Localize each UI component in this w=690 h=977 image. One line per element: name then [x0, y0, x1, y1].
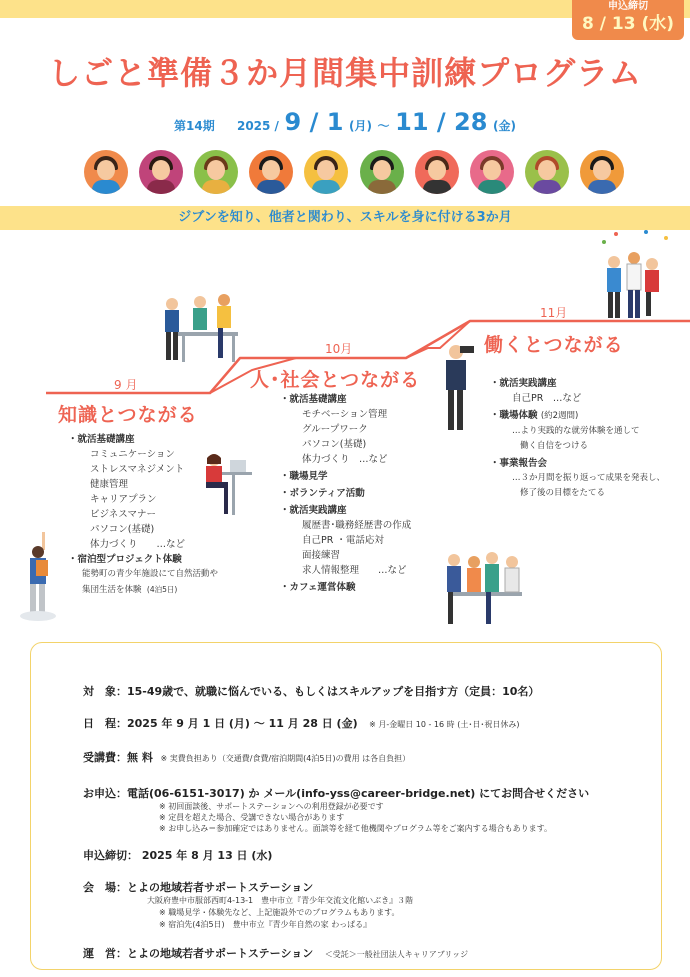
celebration-illustration: [586, 230, 686, 322]
info-operator-note: ＜受託＞一般社団法人キャリアブリッジ: [324, 950, 469, 959]
col3-desc: 働く自信をつける: [520, 441, 589, 451]
info-schedule-note: ※ 月-金曜日 10 - 16 時 (土･日･祝日休み): [369, 720, 520, 729]
climber-illustration: [18, 530, 58, 622]
venue-note: ※ 職場見学・体験先など、上記施設外でのプログラムもあります。: [159, 908, 400, 917]
col1-item: ビジネスマナー: [90, 509, 157, 520]
col3-desc: 修了後の目標をたてる: [520, 488, 606, 498]
avatar: [84, 150, 128, 194]
term-label: 第14期: [174, 119, 215, 133]
period-start-day: (月): [348, 119, 372, 133]
col-september: [68, 432, 218, 598]
col1-item: キャリアプラン: [90, 494, 157, 505]
col1-desc: 能勢町の青少年施設にて自然活動や: [82, 569, 219, 579]
avatar: [470, 150, 514, 194]
col3-desc: …より実践的な就労体験を通して: [512, 426, 640, 436]
info-fee-text: 受講費：無 料: [83, 751, 153, 764]
info-fee: [83, 749, 410, 765]
col3-heading2-duration: (約2週間): [540, 411, 579, 421]
col3-heading1: ・就活実践講座: [490, 378, 557, 389]
info-apply: お申込：電話(06-6151-3017) か メール(info-yss@career-bridge.net) にてお問合せください: [83, 787, 590, 800]
col2-item: 求人情報整理 …など: [302, 565, 407, 576]
col-november: [490, 376, 665, 501]
col2-item: 履歴書･職務経歴書の作成: [302, 520, 412, 531]
avatar: [139, 150, 183, 194]
col1-desc: [68, 582, 218, 598]
col1-item: 体力づくり …など: [90, 539, 186, 550]
volunteer-group-illustration: [440, 548, 530, 628]
info-venue: 会 場：とよの地域若者サポートステーション: [83, 881, 314, 894]
month-nov: 11月: [540, 306, 568, 320]
info-deadline: 申込締切： 2025 年 8 月 13 日 (水): [83, 849, 273, 862]
col3-desc: …３か月間を振り返って成果を発表し、: [512, 473, 666, 483]
stage-work: 働くとつながる: [484, 334, 624, 356]
participant-avatars: [84, 150, 624, 194]
venue-note: 大阪府豊中市服部西町4-13-1 豊中市立『青少年交流文化館いぶき』３階: [147, 896, 414, 905]
period-start: 9 / 1: [284, 108, 344, 136]
avatar: [304, 150, 348, 194]
avatar: [525, 150, 569, 194]
info-schedule-text: 日 程：2025 年 9 月 1 日 (月) ～ 11 月 28 日 (金): [83, 717, 358, 730]
col1-item: ストレスマネジメント: [90, 464, 185, 475]
col2-item: 面接練習: [302, 550, 341, 561]
col2-heading2: ・職場見学: [280, 471, 328, 482]
col3-heading2-text: ・職場体験: [490, 410, 538, 421]
col1-heading1: ・就活基礎講座: [68, 434, 135, 445]
info-fee-note: ※ 実費負担あり（交通費/食費/宿泊期間(4泊5日)の費用 は各自負担）: [160, 754, 411, 763]
col1-desc-text: 集団生活を体験: [82, 585, 142, 595]
team-meeting-illustration: [160, 290, 242, 365]
program-period: [0, 108, 690, 136]
deadline-badge-label: 申込締切: [608, 1, 648, 12]
col3-item: 自己PR …など: [512, 393, 582, 404]
period-end-day: (金): [493, 119, 516, 133]
col3-heading2: [490, 408, 665, 424]
info-box: [30, 642, 662, 970]
col3-heading3: ・事業報告会: [490, 458, 548, 469]
tagline: ジブンを知り、他者と関わり、スキルを身に付ける3か月: [0, 206, 690, 230]
deadline-badge: [572, 0, 684, 40]
period-year: 2025 /: [236, 119, 279, 133]
avatar: [249, 150, 293, 194]
deadline-badge-date: 8 / 13 (水): [582, 14, 674, 34]
col2-heading1: ・就活基礎講座: [280, 394, 347, 405]
avatar: [415, 150, 459, 194]
avatar: [194, 150, 238, 194]
col2-heading4: ・就活実践講座: [280, 505, 347, 516]
col2-item: 自己PR ・電話応対: [302, 535, 384, 546]
col1-item: 健康管理: [90, 479, 129, 490]
info-operator-text: 運 営：とよの地域若者サポートステーション: [83, 947, 314, 960]
venue-note: ※ 宿泊先(4泊5日) 豊中市立『青少年自然の家 わっぱる』: [159, 920, 372, 929]
apply-note: ※ お申し込み＝参加確定ではありません。面談等を経て他機関やプログラム等をご案内する場合もあります。: [159, 824, 553, 833]
col1-item: パソコン(基礎): [90, 524, 155, 535]
apply-note: ※ 初回面談後、サポートステーションへの利用登録が必要です: [159, 802, 384, 811]
col2-item: 体力づくり …など: [302, 454, 388, 465]
period-tilde: ～: [377, 119, 390, 133]
col2-item: モチベーション管理: [302, 409, 388, 420]
col-october: [280, 392, 411, 595]
month-sep: 9 月: [114, 378, 138, 392]
avatar: [580, 150, 624, 194]
col1-heading2: ・宿泊型プロジェクト体験: [68, 554, 182, 565]
period-end: 11 / 28: [395, 108, 488, 136]
page-title: しごと準備３か月間集中訓練プログラム: [48, 54, 642, 92]
col2-heading3: ・ボランティア活動: [280, 488, 365, 499]
binoculars-man-illustration: [442, 342, 482, 432]
col2-item: グループワーク: [302, 424, 368, 435]
month-oct: 10月: [325, 342, 353, 356]
col2-item: パソコン(基礎): [302, 439, 367, 450]
col1-item: コミュニケーション: [90, 449, 175, 460]
avatar: [360, 150, 404, 194]
col1-desc-stay: (4泊5日): [146, 585, 178, 594]
apply-note: ※ 定員を超えた場合、受講できない場合があります: [159, 813, 345, 822]
info-schedule: [83, 715, 519, 731]
info-target: 対 象：15-49歳で、就職に悩んでいる、もしくはスキルアップを目指す方（定員：10名）: [83, 685, 540, 698]
stage-society: 人･社会とつながる: [250, 369, 421, 391]
info-operator: [83, 945, 468, 961]
stage-knowledge: 知識とつながる: [58, 404, 198, 426]
program-stairs: [0, 230, 690, 650]
col2-heading5: ・カフェ運営体験: [280, 582, 356, 593]
